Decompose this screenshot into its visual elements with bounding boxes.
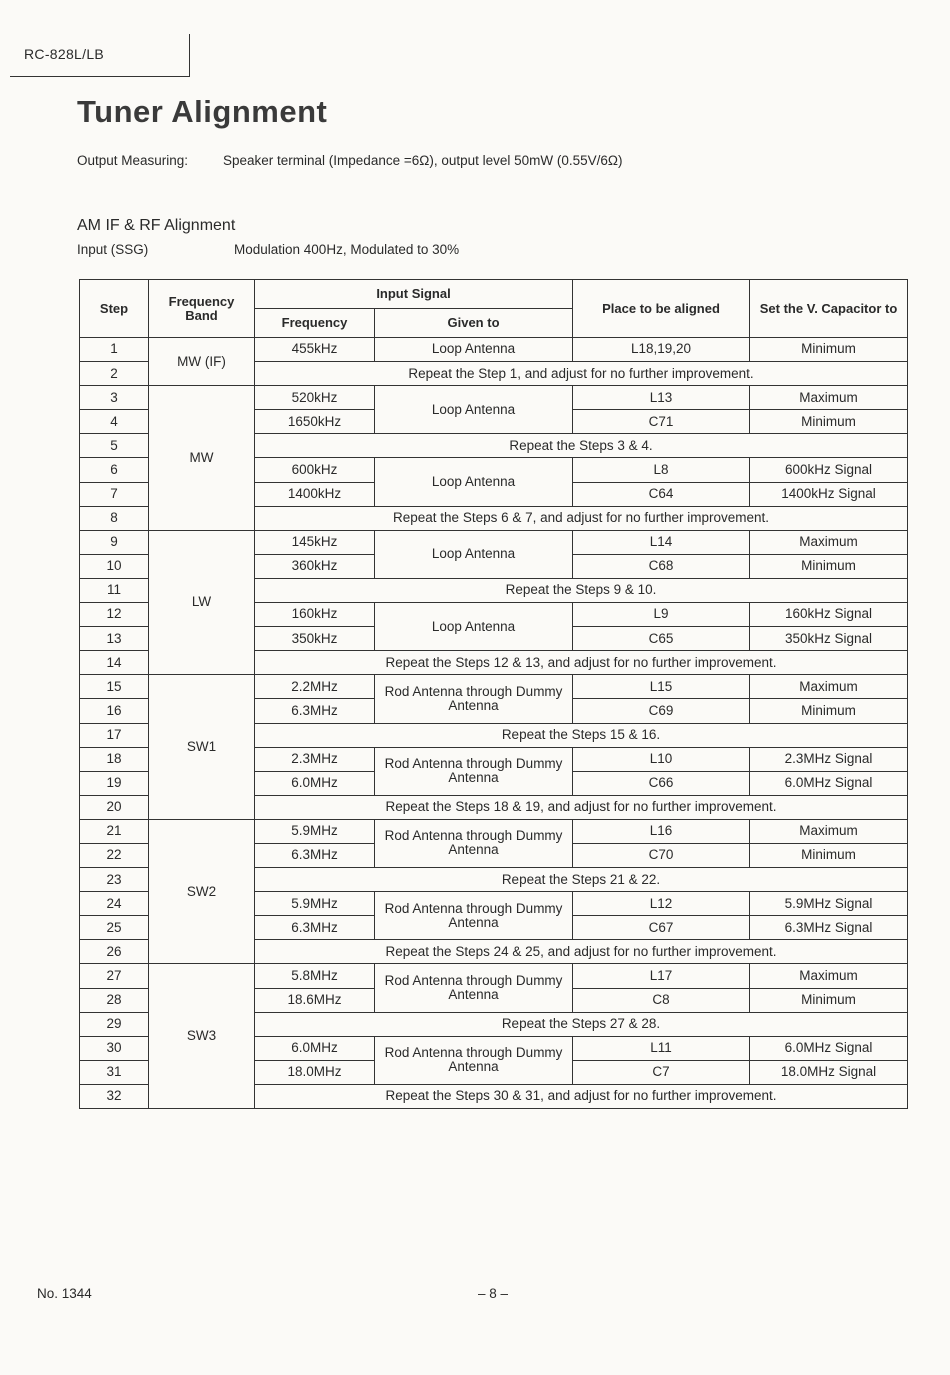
header-step: Step [80,280,149,338]
step-cell: 7 [80,482,149,506]
capacitor-cell: Minimum [750,988,908,1012]
given-to-cell: Rod Antenna through Dummy Antenna [375,675,573,723]
table-row [80,675,908,699]
header-band: Frequency Band [149,280,255,338]
given-to-cell: Loop Antenna [375,530,573,578]
input-ssg-label: Input (SSG) [77,242,149,257]
step-cell: 16 [80,699,149,723]
input-ssg-value: Modulation 400Hz, Modulated to 30% [234,242,460,257]
model-number: RC-828L/LB [24,46,105,62]
frequency-cell: 18.6MHz [255,988,375,1012]
step-cell: 8 [80,506,149,530]
table-row [80,530,908,554]
step-cell: 25 [80,916,149,940]
given-to-cell: Rod Antenna through Dummy Antenna [375,819,573,867]
capacitor-cell: Minimum [750,338,908,362]
capacitor-cell: Maximum [750,530,908,554]
section-title: AM IF & RF Alignment [77,217,236,234]
step-cell: 17 [80,723,149,747]
place-cell: C66 [573,771,750,795]
header-rule-vertical [189,34,190,77]
step-cell: 32 [80,1084,149,1108]
step-cell: 2 [80,362,149,386]
step-cell: 13 [80,627,149,651]
header-rule [10,76,190,77]
frequency-cell: 160kHz [255,603,375,627]
place-cell: L14 [573,530,750,554]
step-cell: 1 [80,338,149,362]
capacitor-cell: 5.9MHz Signal [750,892,908,916]
document-number: No. 1344 [37,1286,92,1301]
alignment-table-wrapper [79,279,907,1109]
frequency-cell: 1400kHz [255,482,375,506]
capacitor-cell: 1400kHz Signal [750,482,908,506]
step-cell: 6 [80,458,149,482]
capacitor-cell: Maximum [750,675,908,699]
step-cell: 29 [80,1012,149,1036]
table-row [80,964,908,988]
frequency-cell: 5.9MHz [255,819,375,843]
header-capacitor: Set the V. Capacitor to [750,280,908,338]
frequency-cell: 2.2MHz [255,675,375,699]
step-cell: 26 [80,940,149,964]
capacitor-cell: 2.3MHz Signal [750,747,908,771]
step-cell: 12 [80,603,149,627]
repeat-instruction-cell: Repeat the Steps 18 & 19, and adjust for no further improvement. [255,795,908,819]
capacitor-cell: Minimum [750,699,908,723]
step-cell: 30 [80,1036,149,1060]
page-number: – 8 – [478,1286,509,1301]
step-cell: 21 [80,819,149,843]
frequency-cell: 2.3MHz [255,747,375,771]
frequency-cell: 6.0MHz [255,1036,375,1060]
place-cell: C65 [573,627,750,651]
given-to-cell: Loop Antenna [375,338,573,362]
band-cell: MW (IF) [149,338,255,386]
place-cell: C71 [573,410,750,434]
frequency-cell: 600kHz [255,458,375,482]
place-cell: L16 [573,819,750,843]
frequency-cell: 6.3MHz [255,699,375,723]
frequency-cell: 1650kHz [255,410,375,434]
given-to-cell: Rod Antenna through Dummy Antenna [375,747,573,795]
repeat-instruction-cell: Repeat the Step 1, and adjust for no further improvement. [255,362,908,386]
frequency-cell: 6.0MHz [255,771,375,795]
given-to-cell: Rod Antenna through Dummy Antenna [375,892,573,940]
output-measuring-label: Output Measuring: [77,153,189,168]
band-cell: SW1 [149,675,255,820]
frequency-cell: 5.9MHz [255,892,375,916]
step-cell: 11 [80,578,149,602]
band-cell: SW2 [149,819,255,964]
step-cell: 10 [80,554,149,578]
repeat-instruction-cell: Repeat the Steps 27 & 28. [255,1012,908,1036]
step-cell: 9 [80,530,149,554]
place-cell: L11 [573,1036,750,1060]
frequency-cell: 6.3MHz [255,916,375,940]
step-cell: 14 [80,651,149,675]
capacitor-cell: 600kHz Signal [750,458,908,482]
frequency-cell: 520kHz [255,386,375,410]
repeat-instruction-cell: Repeat the Steps 6 & 7, and adjust for no further improvement. [255,506,908,530]
step-cell: 20 [80,795,149,819]
place-cell: L10 [573,747,750,771]
given-to-cell: Rod Antenna through Dummy Antenna [375,964,573,1012]
frequency-cell: 6.3MHz [255,843,375,867]
capacitor-cell: 350kHz Signal [750,627,908,651]
output-measuring [77,153,623,168]
repeat-instruction-cell: Repeat the Steps 21 & 22. [255,868,908,892]
place-cell: C68 [573,554,750,578]
place-cell: L18,19,20 [573,338,750,362]
frequency-cell: 145kHz [255,530,375,554]
place-cell: L15 [573,675,750,699]
frequency-cell: 350kHz [255,627,375,651]
capacitor-cell: Minimum [750,554,908,578]
given-to-cell: Rod Antenna through Dummy Antenna [375,1036,573,1084]
step-cell: 5 [80,434,149,458]
place-cell: C7 [573,1060,750,1084]
repeat-instruction-cell: Repeat the Steps 12 & 13, and adjust for no further improvement. [255,651,908,675]
place-cell: C67 [573,916,750,940]
place-cell: C64 [573,482,750,506]
repeat-instruction-cell: Repeat the Steps 24 & 25, and adjust for no further improvement. [255,940,908,964]
step-cell: 4 [80,410,149,434]
place-cell: L13 [573,386,750,410]
capacitor-cell: 6.0MHz Signal [750,771,908,795]
capacitor-cell: Maximum [750,964,908,988]
frequency-cell: 360kHz [255,554,375,578]
header-place: Place to be aligned [573,280,750,338]
band-cell: MW [149,386,255,531]
step-cell: 31 [80,1060,149,1084]
step-cell: 3 [80,386,149,410]
place-cell: L9 [573,603,750,627]
step-cell: 27 [80,964,149,988]
frequency-cell: 18.0MHz [255,1060,375,1084]
band-cell: SW3 [149,964,255,1109]
capacitor-cell: 160kHz Signal [750,603,908,627]
capacitor-cell: Minimum [750,410,908,434]
capacitor-cell: Maximum [750,819,908,843]
page-title: Tuner Alignment [77,94,328,129]
repeat-instruction-cell: Repeat the Steps 9 & 10. [255,578,908,602]
step-cell: 23 [80,868,149,892]
frequency-cell: 5.8MHz [255,964,375,988]
table-row [80,819,908,843]
place-cell: C69 [573,699,750,723]
alignment-table [79,279,908,1109]
place-cell: C70 [573,843,750,867]
capacitor-cell: 6.0MHz Signal [750,1036,908,1060]
table-row [80,386,908,410]
given-to-cell: Loop Antenna [375,603,573,651]
place-cell: L12 [573,892,750,916]
step-cell: 19 [80,771,149,795]
repeat-instruction-cell: Repeat the Steps 3 & 4. [255,434,908,458]
band-cell: LW [149,530,255,675]
frequency-cell: 455kHz [255,338,375,362]
capacitor-cell: 18.0MHz Signal [750,1060,908,1084]
repeat-instruction-cell: Repeat the Steps 15 & 16. [255,723,908,747]
step-cell: 18 [80,747,149,771]
header-input-signal: Input Signal [255,280,573,309]
given-to-cell: Loop Antenna [375,458,573,506]
step-cell: 15 [80,675,149,699]
capacitor-cell: Minimum [750,843,908,867]
place-cell: C8 [573,988,750,1012]
input-ssg [77,242,460,257]
step-cell: 28 [80,988,149,1012]
repeat-instruction-cell: Repeat the Steps 30 & 31, and adjust for no further improvement. [255,1084,908,1108]
step-cell: 24 [80,892,149,916]
capacitor-cell: Maximum [750,386,908,410]
place-cell: L8 [573,458,750,482]
table-row [80,338,908,362]
output-measuring-value: Speaker terminal (Impedance =6Ω), output level 50mW (0.55V/6Ω) [223,153,623,168]
given-to-cell: Loop Antenna [375,386,573,434]
capacitor-cell: 6.3MHz Signal [750,916,908,940]
header-given-to: Given to [375,309,573,338]
place-cell: L17 [573,964,750,988]
header-frequency: Frequency [255,309,375,338]
step-cell: 22 [80,843,149,867]
